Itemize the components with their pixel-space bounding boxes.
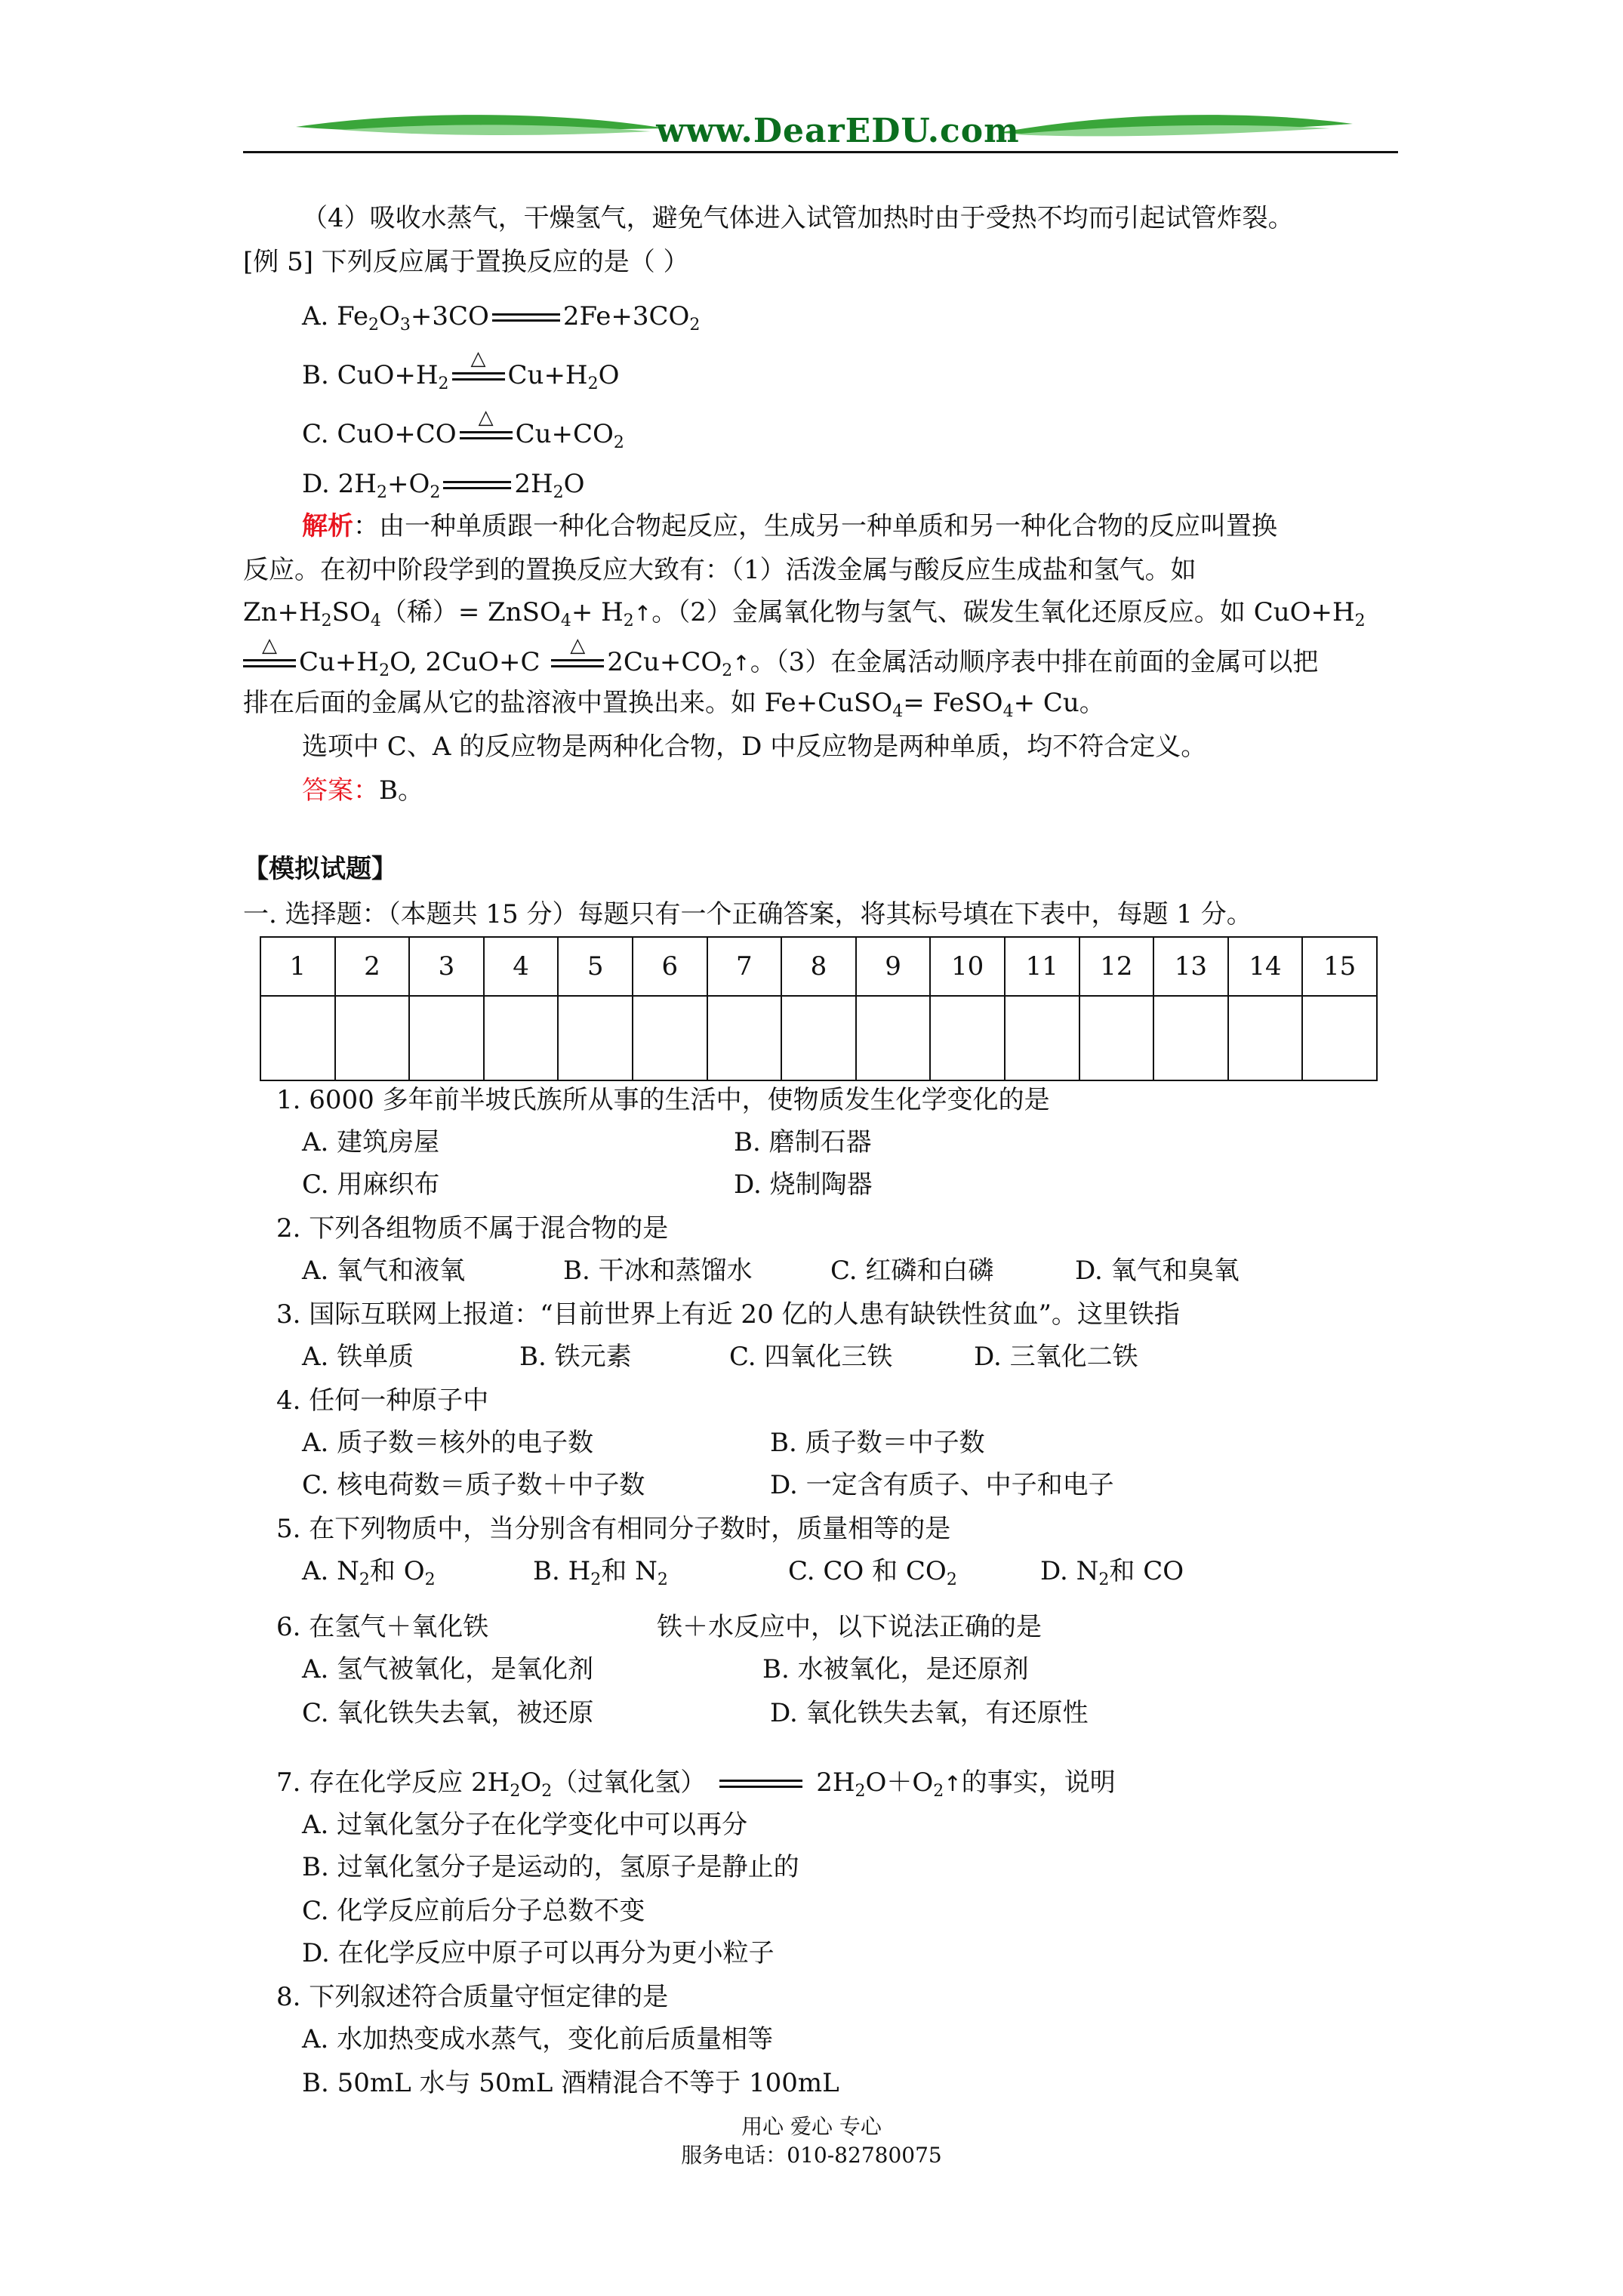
analysis-line-2: 反应。在初中阶段学到的置换反应大致有：（1）活泼金属与酸反应生成盐和氢气。如 bbox=[243, 555, 1196, 585]
answer-cell[interactable] bbox=[409, 996, 484, 1080]
answer-cell[interactable] bbox=[930, 996, 1005, 1080]
answer-table-number: 10 bbox=[930, 937, 1005, 996]
equals-sign bbox=[443, 474, 511, 497]
q8-option-a: A. 水加热变成水蒸气，变化前后质量相等 bbox=[302, 2024, 774, 2054]
answer-cell[interactable] bbox=[633, 996, 707, 1080]
site-header bbox=[243, 106, 1398, 174]
question-1: 1. 6000 多年前半坡氏族所从事的生活中，使物质发生化学变化的是 bbox=[276, 1085, 1050, 1115]
answer-value: B。 bbox=[379, 775, 423, 806]
answer-cell[interactable] bbox=[558, 996, 633, 1080]
answer-table-header-row bbox=[260, 937, 1377, 996]
answer-cell[interactable] bbox=[1228, 996, 1303, 1080]
q4-option-b: B. 质子数＝中子数 bbox=[770, 1428, 985, 1458]
q2-option-a: A. 氧气和液氧 bbox=[302, 1256, 466, 1286]
q7-option-c: C. 化学反应前后分子总数不变 bbox=[302, 1896, 645, 1926]
analysis-line-5: 排在后面的金属从它的盐溶液中置换出来。如 Fe+CuSO$_4$= FeSO$_4$+ Cu。 bbox=[243, 688, 1105, 721]
answer-table-number: 1 bbox=[260, 937, 335, 996]
equals-sign bbox=[492, 307, 560, 329]
heat-equals-sign: △ bbox=[551, 652, 604, 675]
answer-table-number: 13 bbox=[1153, 937, 1228, 996]
gas-arrow-icon: ↑ bbox=[732, 651, 750, 676]
option-a: A. $Fe_2O_3+3CO$ $2Fe+3CO_2$ bbox=[302, 301, 701, 334]
question-7: 7. 存在化学反应 $2H_2O_2$（过氧化氢） $2H_2O+O_2↑$的事实，说明 bbox=[276, 1767, 1116, 1801]
heat-equals-sign: △ bbox=[243, 652, 296, 675]
q2-option-d: D. 氧气和臭氧 bbox=[1075, 1256, 1240, 1286]
analysis-line-4: △ $Cu+H_2O$, 2CuO+C △ $2Cu+CO_2↑$。（3）在金属活动顺序表中排在前面的金属可以把 bbox=[243, 646, 1318, 680]
answer-table-number: 5 bbox=[558, 937, 633, 996]
answer-table-number: 2 bbox=[335, 937, 410, 996]
heat-equals-sign: △ bbox=[460, 424, 513, 447]
answer-cell[interactable] bbox=[707, 996, 782, 1080]
q3-option-d: D. 三氧化二铁 bbox=[974, 1342, 1138, 1372]
q1-option-d: D. 烧制陶器 bbox=[734, 1170, 873, 1200]
answer-table-number: 3 bbox=[409, 937, 484, 996]
q6-option-a: A. 氢气被氧化，是氧化剂 bbox=[302, 1654, 594, 1684]
q8-option-b: B. 50mL 水与 50mL 酒精混合不等于 100mL bbox=[302, 2068, 839, 2098]
footer-phone: 服务电话：010-82780075 bbox=[681, 2143, 942, 2168]
q6-option-c: C. 氧化铁失去氧，被还原 bbox=[302, 1698, 594, 1728]
answer-cell[interactable] bbox=[484, 996, 559, 1080]
q6-option-b: B. 水被氧化，是还原剂 bbox=[762, 1654, 1029, 1684]
gas-arrow-icon: ↑ bbox=[944, 1771, 962, 1796]
answer-cell[interactable] bbox=[856, 996, 931, 1080]
answer-table-number: 9 bbox=[856, 937, 931, 996]
answer-cell[interactable] bbox=[781, 996, 856, 1080]
answer-table-blank-row bbox=[260, 996, 1377, 1080]
answer-cell[interactable] bbox=[1302, 996, 1377, 1080]
q2-option-b: B. 干冰和蒸馏水 bbox=[563, 1256, 753, 1286]
answer-cell[interactable] bbox=[335, 996, 410, 1080]
question-5: 5. 在下列物质中，当分别含有相同分子数时，质量相等的是 bbox=[276, 1514, 951, 1544]
q4-option-d: D. 一定含有质子、中子和电子 bbox=[770, 1470, 1114, 1500]
answer-table-number: 12 bbox=[1079, 937, 1154, 996]
option-b: B. $CuO+H_2$ △ $Cu+H_2O$ bbox=[302, 347, 620, 393]
q3-option-a: A. 铁单质 bbox=[302, 1342, 414, 1372]
heat-equals-sign: △ bbox=[452, 365, 505, 388]
analysis-line-6: 选项中 C、A 的反应物是两种化合物，D 中反应物是两种单质，均不符合定义。 bbox=[302, 732, 1207, 762]
answer-table-number: 4 bbox=[484, 937, 559, 996]
footer-motto: 用心 爱心 专心 bbox=[741, 2114, 882, 2139]
q5-option-c: C. CO 和 $CO_2$ bbox=[788, 1556, 957, 1589]
analysis-label: 解析 bbox=[302, 511, 353, 541]
answer-table-number: 6 bbox=[633, 937, 707, 996]
question-6-left: 6. 在氢气＋氧化铁 bbox=[276, 1612, 489, 1642]
q3-option-c: C. 四氧化三铁 bbox=[729, 1342, 893, 1372]
q2-option-c: C. 红磷和白磷 bbox=[830, 1256, 994, 1286]
answer-table-number: 11 bbox=[1005, 937, 1079, 996]
answer-cell[interactable] bbox=[1153, 996, 1228, 1080]
part-1-heading: 一. 选择题：（本题共 15 分）每题只有一个正确答案，将其标号填在下表中，每题 1 分。 bbox=[243, 899, 1252, 929]
site-logo-text[interactable]: www.DearEDU.com bbox=[656, 112, 1020, 150]
q7-option-b: B. 过氧化氢分子是运动的，氢原子是静止的 bbox=[302, 1852, 799, 1882]
answer-cell[interactable] bbox=[1079, 996, 1154, 1080]
answer-table-number: 15 bbox=[1302, 937, 1377, 996]
q1-option-a: A. 建筑房屋 bbox=[302, 1127, 440, 1157]
q4-option-c: C. 核电荷数＝质子数＋中子数 bbox=[302, 1470, 645, 1500]
q1-option-c: C. 用麻织布 bbox=[302, 1170, 440, 1200]
answer-table-number: 8 bbox=[781, 937, 856, 996]
note-4: （4）吸收水蒸气，干燥氢气，避免气体进入试管加热时由于受热不均而引起试管炸裂。 bbox=[302, 203, 1294, 233]
gas-arrow-icon: ↑ bbox=[633, 601, 652, 626]
answer-sheet-table bbox=[260, 936, 1378, 1081]
answer-line bbox=[302, 775, 423, 806]
q5-option-a: A. $N_2$和 $O_2$ bbox=[302, 1556, 436, 1589]
question-8: 8. 下列叙述符合质量守恒定律的是 bbox=[276, 1982, 669, 2012]
q3-option-b: B. 铁元素 bbox=[519, 1342, 632, 1372]
answer-label: 答案： bbox=[302, 775, 379, 806]
q6-option-d: D. 氧化铁失去氧，有还原性 bbox=[770, 1698, 1089, 1728]
analysis-line-1: 解析：由一种单质跟一种化合物起反应，生成另一种单质和另一种化合物的反应叫置换 bbox=[302, 511, 1277, 541]
question-6-right: 铁＋水反应中，以下说法正确的是 bbox=[657, 1612, 1042, 1642]
analysis-line-3: $Zn+H_2SO_4$（稀）= ZnSO$_4$+ $H_2↑$。（2）金属氧化物与氢气、碳发生氧化还原反应。如 $CuO+H_2$ bbox=[243, 597, 1366, 630]
equals-sign bbox=[719, 1773, 802, 1795]
q5-option-b: B. $H_2$和 $N_2$ bbox=[533, 1556, 668, 1589]
option-c: C. CuO+CO △ $Cu+CO_2$ bbox=[302, 406, 624, 452]
answer-cell[interactable] bbox=[1005, 996, 1079, 1080]
answer-table-number: 7 bbox=[707, 937, 782, 996]
option-d: D. $2H_2+O_2$ $2H_2O$ bbox=[302, 469, 585, 502]
q7-option-d: D. 在化学反应中原子可以再分为更小粒子 bbox=[302, 1938, 775, 1968]
question-2: 2. 下列各组物质不属于混合物的是 bbox=[276, 1213, 669, 1244]
q4-option-a: A. 质子数＝核外的电子数 bbox=[302, 1428, 594, 1458]
q1-option-b: B. 磨制石器 bbox=[734, 1127, 872, 1157]
answer-table-number: 14 bbox=[1228, 937, 1303, 996]
header-rule bbox=[243, 151, 1398, 153]
question-3: 3. 国际互联网上报道：“目前世界上有近 20 亿的人患有缺铁性贫血”。这里铁指 bbox=[276, 1299, 1180, 1330]
q5-option-d: D. $N_2$和 CO bbox=[1040, 1556, 1184, 1589]
q7-option-a: A. 过氧化氢分子在化学变化中可以再分 bbox=[302, 1810, 748, 1840]
example-5-question: [例 5] 下列反应属于置换反应的是（ ） bbox=[243, 247, 689, 277]
section-title: 【模拟试题】 bbox=[243, 854, 397, 884]
question-4: 4. 任何一种原子中 bbox=[276, 1385, 489, 1416]
answer-cell[interactable] bbox=[260, 996, 335, 1080]
